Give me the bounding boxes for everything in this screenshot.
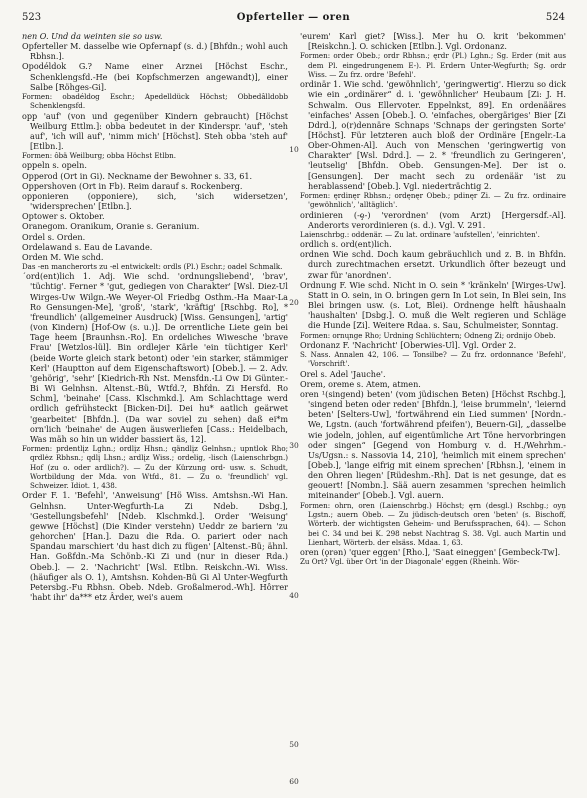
dictionary-entry: opponieren (opponiere), sich, 'sich widersetzen', 'widersprechen' [Etlbn.]. (22, 190, 288, 212)
dictionary-entry: Orel s. Adel 'Jauche'. (300, 368, 386, 379)
dictionary-entry: ordinieren (-ȩ-) 'verordnen' (vom Arzt) [Hergersdf.-Al]. Anderorts verordinieren (s. d.). Vgl. V. 291. (300, 209, 566, 230)
dictionary-entry: opp 'auf' (von und gegenüber Kindern gebraucht) [Höchst Weilburg Ettlm.]: obba bedeutet in der Kinderspr. 'auf', 'steh auf', 'ich will auf', 'nimm mich' [Höchst]. Steh obba 'steh auf' [Etlbn.]. (22, 110, 288, 151)
line-number-gutter (288, 31, 300, 791)
dictionary-entry: Optower s. Oktober. (22, 211, 105, 222)
right-column (300, 31, 566, 791)
dictionary-entry: Ordelawand s. Eau de Lavande. (22, 241, 153, 252)
dictionary-entry: ordinär 1. Wie schd. 'gewöhnlich', 'geringwertig'. Hierzu so dick wie ein „ordinärer“ d. i. 'gewöhnlicher' Heubaum [Zi: J. H. Schwalm. Ous Ellervoter. Eppelnkst, 89]. En ordenääres 'einfaches' Assen [Obeb.]. O. 'einfaches, obergäriges' Bier [Zi Ddrd.], o(r)dennäre Schnaps 'Schnaps der geringsten Sorte' [Höchst]. Für letzteren auch bloß der Ordinäre [Engelr.-La Ober-Ohmen-Al]. Auch von Menschen 'geringwertig von Charakter' [Wsl. Ddrd.]. — 2. * 'freundlich zu Geringeren', 'leutselig' [Bhfdn. Obeb. Gensungen-Me]. Der ist o. [Gensungen]. Der macht sech zu ordenäär 'ist zu herablassend' [Obeb.]. Vgl. niederträchtig 2. (300, 79, 566, 191)
dictionary-entry: Orden M. Wie schd. (22, 251, 104, 262)
etymology-note: Formen: ôbä Weilburg; obba Höchst Etlbn. (22, 151, 177, 161)
etymology-note: Laienschrbg.: oddenär. — Zu lat. ordinare 'aufstellen', 'einrichten'. (300, 229, 540, 239)
dictionary-entry: nen O. Und da weinten sie so usw. (22, 31, 163, 41)
dictionary-entry: oppeln s. opeln. (22, 160, 87, 171)
dictionary-entry: ordnen Wie schd. Doch kaum gebräuchlich und z. B. in Bhfdn. durch zurechtmachen ersetzt. Urkundlich öfter bezeugt und zwar für 'anordnen'. (300, 249, 566, 280)
dictionary-entry: ordlich s. ord(ent)lich. (300, 239, 392, 250)
page-number-left: 523 (22, 12, 42, 23)
etymology-note: Formen: ohrn, oren (Laienschrbg.) Höchst; ęrn (desgl.) Rschbg.; oyņ Lgstn.; auern Obeb. — Zu jüdisch-deutsch oren 'beten' (s. Bischoff, Wörterb. der wichtigsten Geheim- und Berufssprachen, 64). — Schon bei C. 34 und bei K. 298 nebst Nachtrag S. 38. Vgl. auch Martin und Lienhart, Wörterb. der elsäss. Mdaa. 1, 63. (300, 500, 566, 547)
dictionary-entry: Orem, oreme s. Atem, atmen. (300, 378, 421, 389)
dictionary-entry: Oranegom. Oranikum, Oranie s. Geranium. (22, 221, 200, 232)
running-title: Opferteller — oren (236, 12, 351, 23)
line-number: 60 (289, 777, 299, 786)
etymology-note: Formen: ornųnge Rho; Urdning Schlüchtern; Odneng Zi; ordnijo Obeb. (300, 330, 556, 340)
etymology-note: Formen: obadéldog Eschr.; Apedelldück Höchst; Obbedâlldobb Schenklengsfd. (22, 91, 288, 111)
dictionary-entry: Ordnung F. Wie schd. Nicht in O. sein * 'kränkeln' [Wirges-Uw]. Statt in O. sein, in O. bringen gern In Lot sein, In Blei sein, Ins Blei bringen usw. (s. Lot, Blei). Ordnenge helft hāushaaln 'haushalten' [Dsbg.]. O. muß die Welt regieren und Schläge die Hunde [Zi]. Weitere Rdaa. s. Sau, Schulmeister, Sonntag. (300, 279, 566, 331)
page-header (22, 10, 565, 26)
dictionary-entry: oren ¹(singend) beten' (vom jüdischen Beten) [Höchst Rschbg.], 'singend beten oder reden' [Bhfdn.], 'leise brummeln', 'leiernd beten' [Selters-Uw], 'fortwährend ein Lied summen' [Nordn.-We, Lgstn. (auch 'fortwährend pfeifen'), Beuern-Gi], „dasselbe wie jodeln, johlen, auf eigentümliche Art Töne hervorbringen oder singen“ [Gegend von Homburg v. d. H./Wehrhm.-Us/Ugsn.: s. Nassovia 14, 210], 'heimlich mit einem sprechen' [Obeb.], 'lange eifrig mit einem sprechen' [Rbhsn.], 'einem in den Ohren liegen' [Rüdeshm.-Rh]. Dat is net gesunge, dat es geouert! [Nombn.]. Sää auern zesammen 'sprechen heimlich miteinander' [Obeb.]. Vgl. auern. (300, 388, 566, 501)
page-number-right: 524 (545, 12, 565, 23)
line-number: 50 (289, 740, 299, 749)
etymology-note: S. Nass. Annalen 42, 106. — Tonsilbe? — Zu frz. ordonnance 'Befehl', 'Vorschrift'. (300, 349, 566, 369)
dictionary-entry: Ordel s. Orden. (22, 231, 86, 242)
dictionary-entry: ´ord(ent)lich 1. Adj. Wie schd. 'ordnungsliebend', 'brav', 'tüchtig'. Ferner * 'gut, gediegen von Charakter' [Wsl. Diez-Ul Wirges-Uw Wilgn.-We Weyer-Ol Friedbg Osthm.-Ha Maar-La Ro Gensungen-Me], 'groß', 'stark', 'kräftig' [Rschbg. Ro], * 'freundlich' (allgemeiner Ausdruck) [Wiss. Gensungen], 'artig' (von Kindern) [Hof-Ow (s. u.)]. De orrentliche Liete gein bei Tage heem [Braunhsn.-Ro]. En ordeliches Wiwesche 'brave Frau' [Wetzlos-lül]. Bin ordlejer Kärle 'ein tüchtiger Kerl' (beide Worte gleich stark betont) oder 'ein starker, stämmiger Kerl' (Hauptton auf dem Eigenschaftswort) [Obeb.]. — 2. Adv. 'gehörig', 'sehr' [Kiedrich-Rh Nst. Mensfdn.-Li Ow Di Günter.-Bi Wi Gelnhsn. Altenst.-Bü, Wtfd.?, Bhfdn. Zi Hersfd. Ro Schm], 'beinahe' [Cass. Klschmkd.]. Am Schlachttage werd ordlich gefrühsteckt [Bicken-Di]. Dei hu* aatlich geärwet 'gearbeitet' [Bhfdn.]. (Da war soviel zu sehen) daß ei*m orn'lich 'beinahe' de Augen äuswerliefen [Cass.: Heidelbach, Was mäh so hin un widder bassiert äs, 12]. (22, 271, 288, 444)
dictionary-entry: Opferteller M. dasselbe wie Opfernapf (s. d.) [Bhfdn.; wohl auch Rbhsn.]. (22, 41, 288, 62)
dictionary-entry: oren (ǫrǝn) 'quer eggen' [Rho.], 'Saat eineggen' [Gembeck-Tw]. (300, 547, 561, 558)
etymology-note: Formen: order Obeb.; ordr Rbhsn.; ęrdr (Pl.) Lghn.; Sg. Erder (mit aus dem Pl. eingedrungenem E-). Pl. Erdern Unter-Wegfurth; Sg. ordr Wiss. — Zu frz. ordre 'Befehl'. (300, 51, 566, 79)
left-column (22, 31, 288, 791)
dictionary-entry: 'eurem' Karl giet? [Wiss.]. Mer hu O. krit 'bekommen' [Reiskchn.]. O. schicken [Etlbn.]. Vgl. Ordonanz. (300, 31, 566, 52)
etymology-note: Formen: prdentlįz Lghn.; ordlįz Hhsn.; qändlįz Gelnhsn.; upntlok Rho; qrdlėz Rbhsn.; qdlį Lhsn.; ardlįz Wiss.; ordelig, -lisch (Laienschrbgn.) Hof (zu o. oder ardlich?). — Zu der Kürzung ord- usw. s. Schudt, Wortbildung der Mda. von Wtfd., 81. — Zu o. 'freundlich' vgl. Schweizer. Idiot. 1, 438. (22, 443, 288, 491)
etymology-note: Das -en mancherorts zu -el entwickelt: ordls (Pl.) Eschr.; oadel Schmalk. (22, 262, 283, 272)
dictionary-entry: Oppershoven (Ort in Fb). Reim darauf s. Rockenberg. (22, 180, 243, 191)
etymology-note: Formen: ęrdinęr Rbhsn.; ordęnęr Obeb.; pdinęr Zi. — Zu frz. ordinaire 'gewöhnlich', 'alltäglich'. (300, 190, 566, 210)
line-number: 10 (289, 145, 299, 154)
etymology-note: Zu Ort? Vgl. über Ort 'in der Diagonale' eggen (Rheinh. Wör- (300, 557, 520, 567)
dictionary-entry: Opodéldok G.? Name einer Arznei [Höchst Eschr., Schenklengsfd.-He (bei Kopfschmerzen angewandt)], einer Salbe [Röhges-Gi]. (22, 61, 288, 92)
line-number: 30 (289, 441, 299, 450)
dictionary-entry: Order F. 1. 'Befehl', 'Anweisung' [Hö Wiss. Amtshsn.-Wi Han. Gelnhsn. Unter-Wegfurth-La Zi Ndeb. Dsbg.], 'Gestellungsbefehl' [Ndeb. Klschmkd.]. Order 'Weisung' gewwe [Höchst] (Die Kinder verstehn) Ueddr ze bariern 'zu gehorchen' [Han.]. Dazu die Rda. O. pariert oder nach Spandau marschiert 'du hast dich zu fügen' [Altenst.-Bü; ähnl. Han. Goßfdn.-Ma Schönb.-Ki Zi und (nur in dieser Rda.) Obeb.]. — 2. 'Nachricht' [Wsl. Etlbn. Reiskchn.-Wi. Wiss. (häufiger als O. 1), Amtshsn. Kohden-Bü Gi Al Unter-Wegfurth Petersbg.-Fu Rbhsn. Obeb. Ndeb. Großalmerod.-Wh]. Hôrrer 'habt ihr' da*** etz Ârder, wei's auem (22, 490, 288, 603)
dictionary-entry: Opperod (Ort in Gi). Neckname der Bewohner s. 33, 61. (22, 170, 253, 181)
line-number: 40 (289, 591, 299, 600)
dictionary-entry: Ordonanz F. 'Nachricht' [Oberwies-Ul]. Vgl. Order 2. (300, 339, 517, 350)
line-number: 20 (289, 298, 299, 307)
